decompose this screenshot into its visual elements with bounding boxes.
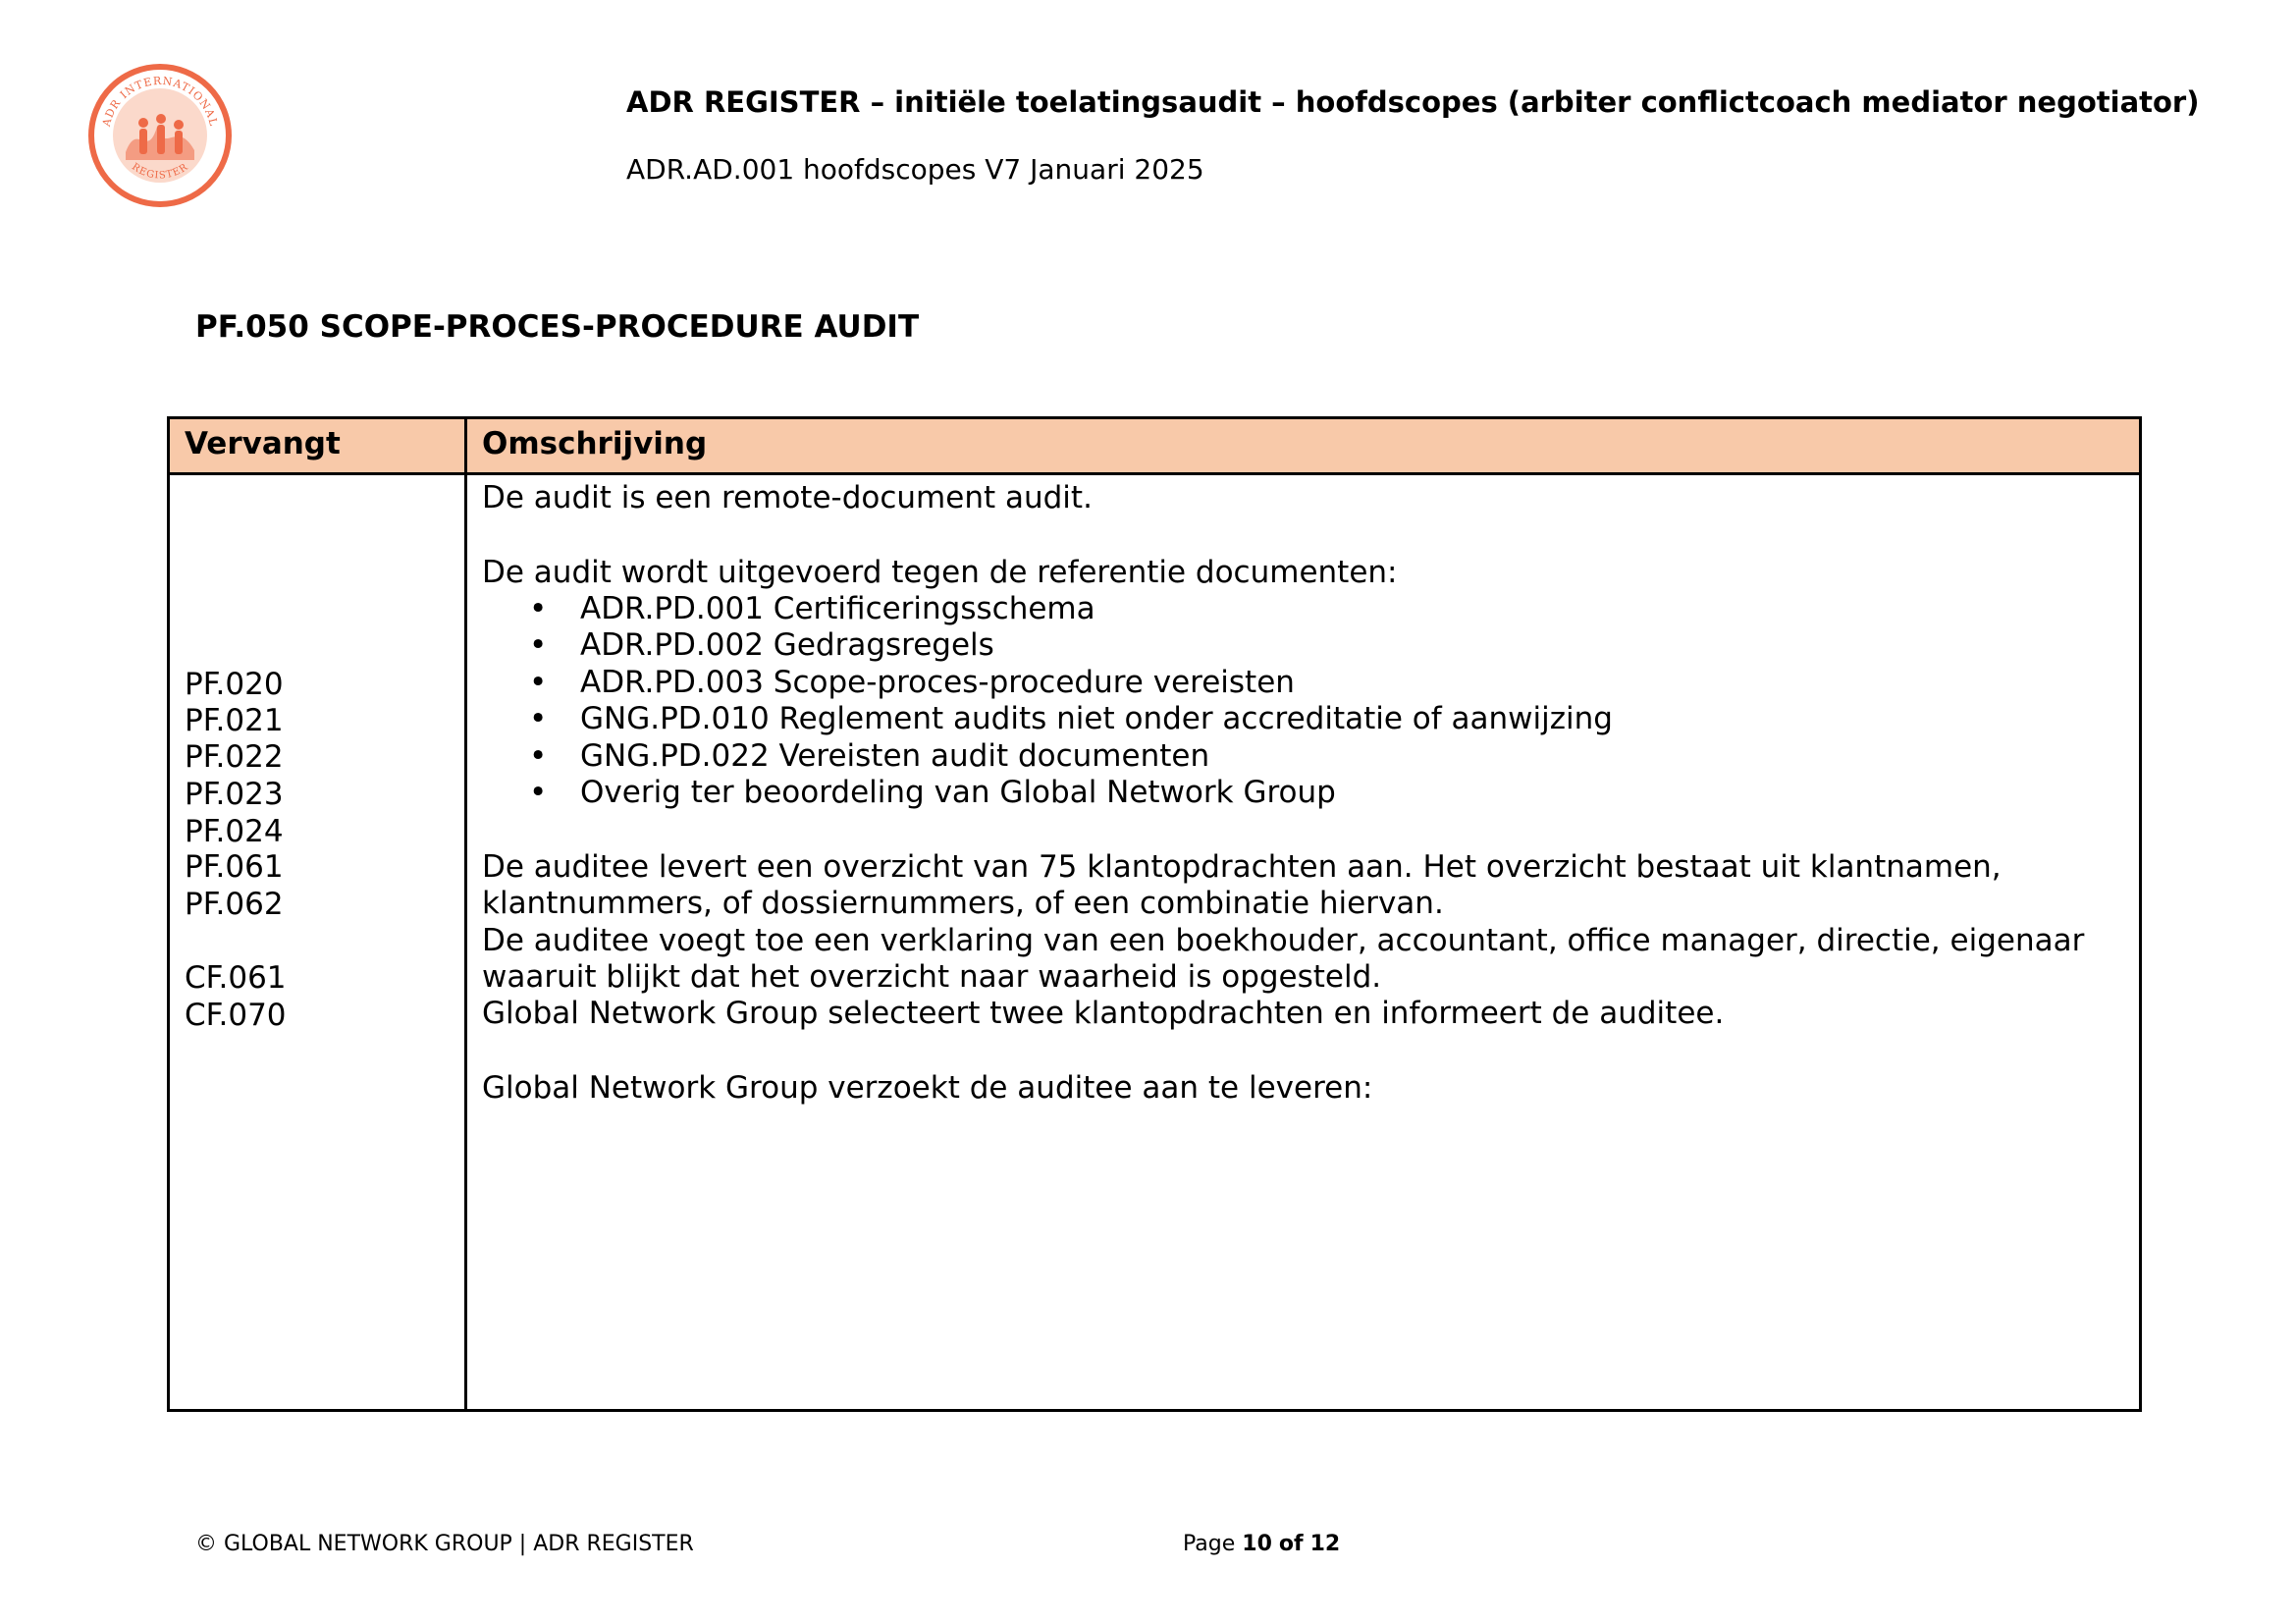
reference-item: ADR.PD.003 Scope-proces-procedure vereisten (580, 665, 1295, 700)
logo-ring-top-text: ADR INTERNATIONAL (99, 74, 221, 129)
logo-ring-bottom-text: REGISTER (130, 161, 190, 182)
header-title: ADR REGISTER – initiële toelatingsaudit – hoofdscopes (arbiter conflictcoach mediator negotiator) (626, 85, 2200, 119)
replaced-code: PF.023 (185, 777, 284, 812)
page-of: of (1278, 1532, 1304, 1556)
bullet-icon: • (529, 775, 548, 810)
replaced-code: PF.062 (185, 887, 284, 922)
page-label: Page (1183, 1532, 1236, 1556)
paragraph-line: De auditee voegt toe een verklaring van een boekhouder, accountant, office manager, directie, eigenaar (482, 923, 2085, 958)
replaced-code: CF.061 (185, 960, 287, 996)
paragraph-line: De auditee levert een overzicht van 75 klantopdrachten aan. Het overzicht bestaat uit klantnamen, (482, 849, 2002, 885)
reference-item: ADR.PD.001 Certificeringsschema (580, 591, 1095, 626)
replaced-code: PF.024 (185, 814, 284, 849)
col-header-omschrijving: Omschrijving (482, 426, 708, 461)
reference-lead: De audit wordt uitgevoerd tegen de referentie documenten: (482, 555, 1398, 590)
footer-copyright: © GLOBAL NETWORK GROUP | ADR REGISTER (195, 1532, 694, 1556)
reference-item: ADR.PD.002 Gedragsregels (580, 627, 994, 663)
page-current: 10 (1242, 1532, 1272, 1556)
audit-table (167, 416, 2142, 1412)
bullet-icon: • (529, 738, 548, 774)
reference-item: GNG.PD.022 Vereisten audit documenten (580, 738, 1210, 774)
bullet-icon: • (529, 701, 548, 736)
reference-item: GNG.PD.010 Reglement audits niet onder accreditatie of aanwijzing (580, 701, 1613, 736)
paragraph-line: Global Network Group selecteert twee klantopdrachten en informeert de auditee. (482, 996, 1725, 1031)
replaced-code: PF.022 (185, 739, 284, 775)
reference-item: Overig ter beoordeling van Global Network Group (580, 775, 1336, 810)
col-header-vervangt: Vervangt (185, 426, 341, 461)
replaced-code: PF.061 (185, 849, 284, 885)
bullet-icon: • (529, 591, 548, 626)
section-title: PF.050 SCOPE-PROCES-PROCEDURE AUDIT (195, 309, 920, 345)
header-subtitle: ADR.AD.001 hoofdscopes V7 Januari 2025 (626, 153, 1204, 186)
adr-international-register-logo (86, 62, 234, 209)
bullet-icon: • (529, 627, 548, 663)
footer-page-number (1183, 1532, 1340, 1556)
replaced-code: CF.070 (185, 998, 287, 1033)
replaced-code: PF.020 (185, 667, 284, 702)
description-closing: Global Network Group verzoekt de auditee aan te leveren: (482, 1070, 1373, 1106)
replaced-code: PF.021 (185, 703, 284, 738)
paragraph-line: waaruit blijkt dat het overzicht naar waarheid is opgesteld. (482, 959, 1382, 995)
page-total: 12 (1309, 1532, 1341, 1556)
bullet-icon: • (529, 665, 548, 700)
paragraph-line: klantnummers, of dossiernummers, of een combinatie hiervan. (482, 886, 1444, 921)
description-intro: De audit is een remote-document audit. (482, 480, 1093, 515)
column-divider (464, 419, 467, 1409)
